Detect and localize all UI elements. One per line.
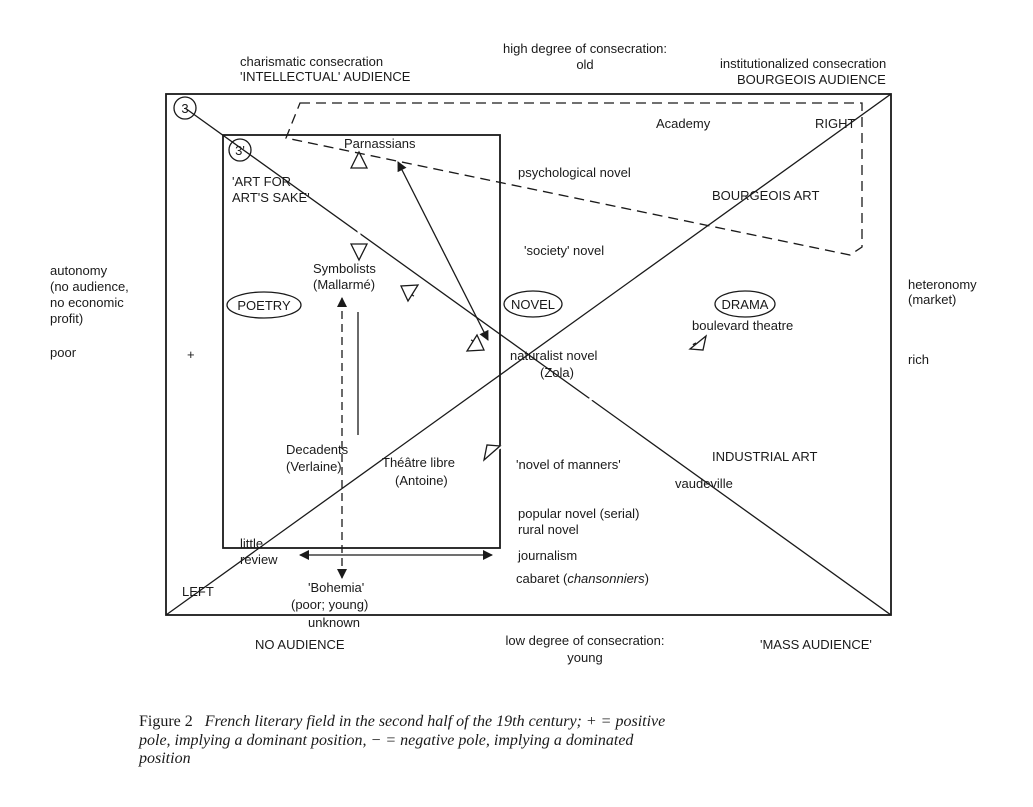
industrial-art: INDUSTRIAL ART xyxy=(712,449,818,464)
academy: Academy xyxy=(656,116,711,131)
theatre-libre-1: Théâtre libre xyxy=(382,455,455,470)
naturalist-1: naturalist novel xyxy=(510,348,598,363)
symbolists-naturalist-arrow-core xyxy=(414,296,471,340)
novel-label: NOVEL xyxy=(510,297,556,312)
symbolists-2: (Mallarmé) xyxy=(313,277,376,292)
top-left-1: charismatic consecration xyxy=(240,54,384,69)
naturalist-2: (Zola) xyxy=(540,365,574,380)
theatre-libre-2: (Antoine) xyxy=(395,473,448,488)
theatre-arrowhead xyxy=(484,445,500,460)
bottom-right: 'MASS AUDIENCE' xyxy=(760,637,872,652)
society-novel: 'society' novel xyxy=(524,243,605,258)
poetry-label: POETRY xyxy=(237,298,291,313)
marker-3-prime: 3' xyxy=(235,143,245,158)
novel-of-manners: 'novel of manners' xyxy=(516,457,621,472)
top-center-2: old xyxy=(576,57,594,72)
symbolists-arrowhead xyxy=(351,244,367,260)
decadents-2: (Verlaine) xyxy=(286,459,342,474)
top-right-2: BOURGEOIS AUDIENCE xyxy=(737,72,886,87)
bohemia-1: 'Bohemia' xyxy=(308,580,365,595)
bohemia-2: (poor; young) xyxy=(291,597,369,612)
plus-sign: + xyxy=(187,347,195,362)
art-for-art-1: 'ART FOR xyxy=(232,174,292,189)
top-center-1: high degree of consecration: xyxy=(502,41,668,56)
autonomy: autonomy xyxy=(50,263,108,278)
little-review-1: little xyxy=(240,536,264,551)
rich: rich xyxy=(908,352,929,367)
unknown: unknown xyxy=(308,615,361,630)
art-for-art-2: ART'S SAKE' xyxy=(232,190,310,205)
psychological-novel: psychological novel xyxy=(518,165,631,180)
bottom-center-2: young xyxy=(567,650,603,665)
rural-novel: rural novel xyxy=(518,522,579,537)
boulevard-theatre: boulevard theatre xyxy=(692,318,794,333)
no-economic: no economic xyxy=(50,295,124,310)
heteronomy: heteronomy xyxy=(908,277,977,292)
left-pole: LEFT xyxy=(182,584,214,599)
bourgeois-art: BOURGEOIS ART xyxy=(712,188,820,203)
symbolists-1: Symbolists xyxy=(313,261,376,276)
caption-line3: position xyxy=(139,750,191,767)
parnassians-naturalist-arrow xyxy=(398,162,488,340)
profit: profit) xyxy=(50,311,84,326)
parnassians: Parnassians xyxy=(344,136,416,151)
right-pole: RIGHT xyxy=(815,116,856,131)
no-audience: (no audience, xyxy=(50,279,129,294)
vaudeville: vaudeville xyxy=(675,476,733,491)
marker-3: 3 xyxy=(181,101,189,116)
boulevard-arrowhead xyxy=(690,336,706,350)
poor: poor xyxy=(50,345,77,360)
cabaret: cabaret (chansonniers) xyxy=(516,571,649,586)
drama-label: DRAMA xyxy=(721,297,769,312)
caption-line1: Figure 2 French literary field in the second half of the 19th century; + = positive xyxy=(139,713,666,730)
journalism: journalism xyxy=(518,548,578,563)
top-right-1: institutionalized consecration xyxy=(720,56,887,71)
bottom-left: NO AUDIENCE xyxy=(255,637,345,652)
bottom-center-1: low degree of consecration: xyxy=(505,633,665,648)
market: (market) xyxy=(908,292,957,307)
little-review-2: review xyxy=(240,552,278,567)
decadents-1: Decadents xyxy=(286,442,349,457)
top-left-2: 'INTELLECTUAL' AUDIENCE xyxy=(240,69,411,84)
popular-novel: popular novel (serial) xyxy=(518,506,640,521)
caption-line2: pole, implying a dominant position, − = negative pole, implying a dominated xyxy=(139,732,634,749)
